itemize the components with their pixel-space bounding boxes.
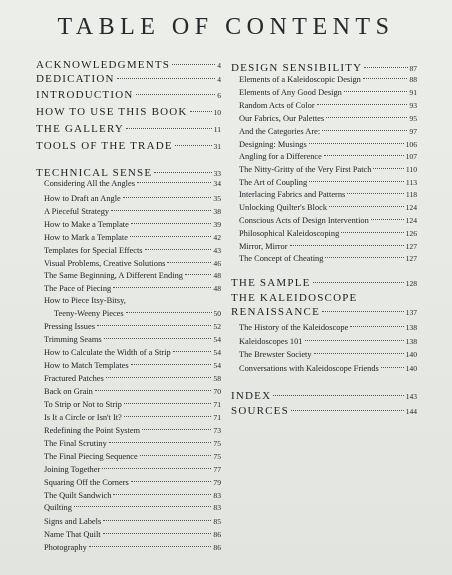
dot-leader bbox=[106, 377, 212, 378]
dot-leader bbox=[185, 274, 211, 275]
toc-entry-page: 31 bbox=[213, 142, 221, 151]
dot-leader bbox=[104, 338, 212, 339]
toc-entry-page: 83 bbox=[213, 503, 221, 512]
toc-entry bbox=[239, 216, 417, 225]
toc-entry-title: The Pace of Piecing bbox=[44, 284, 112, 293]
toc-entry-page: 86 bbox=[213, 543, 221, 552]
toc-entry bbox=[44, 179, 221, 188]
toc-entry bbox=[231, 306, 417, 318]
toc-entry-page: 140 bbox=[405, 364, 417, 373]
dot-leader bbox=[347, 193, 404, 194]
toc-entry-page: 140 bbox=[405, 350, 417, 359]
toc-entry-title: Random Acts of Color bbox=[239, 101, 315, 110]
toc-entry-title: The Quilt Sandwich bbox=[44, 491, 112, 500]
toc-entry-page: 97 bbox=[409, 127, 417, 136]
toc-entry-title: Quilting bbox=[44, 503, 72, 512]
dot-leader bbox=[309, 143, 404, 144]
toc-entry-page: 4 bbox=[217, 75, 221, 84]
toc-entry-page: 91 bbox=[409, 88, 417, 97]
toc-entry bbox=[44, 207, 221, 216]
dot-leader bbox=[103, 520, 211, 521]
toc-entry-page: 52 bbox=[213, 322, 221, 331]
toc-entry-page: 127 bbox=[405, 242, 417, 251]
toc-entry bbox=[36, 59, 221, 71]
toc-entry bbox=[44, 517, 221, 526]
toc-entry-page: 106 bbox=[405, 140, 417, 149]
toc-entry-title: How to Match Templates bbox=[44, 361, 129, 370]
dot-leader bbox=[154, 172, 211, 173]
dot-leader bbox=[95, 390, 212, 391]
dot-leader bbox=[363, 78, 408, 79]
toc-entry-page: 46 bbox=[213, 259, 221, 268]
toc-entry bbox=[44, 452, 221, 461]
toc-entry-page: 58 bbox=[213, 374, 221, 383]
dot-leader bbox=[172, 64, 215, 65]
dot-leader bbox=[350, 326, 403, 327]
toc-entry-page: 75 bbox=[213, 452, 221, 461]
dot-leader bbox=[102, 468, 211, 469]
toc-entry-page: 126 bbox=[405, 229, 417, 238]
dot-leader bbox=[326, 117, 407, 118]
toc-entry-page: 86 bbox=[213, 530, 221, 539]
dot-leader bbox=[305, 340, 404, 341]
toc-entry bbox=[239, 364, 417, 373]
toc-entry bbox=[44, 246, 221, 255]
toc-entry-page: 113 bbox=[405, 178, 417, 187]
toc-entry bbox=[239, 114, 417, 123]
toc-entry bbox=[44, 491, 221, 500]
dot-leader bbox=[124, 416, 212, 417]
dot-leader bbox=[313, 282, 404, 283]
toc-entry-title: Philosophical Kaleidoscoping bbox=[239, 229, 340, 238]
toc-entry-title: Photography bbox=[44, 543, 87, 552]
toc-entry-page: 43 bbox=[213, 246, 221, 255]
toc-entry bbox=[239, 229, 417, 238]
dot-leader bbox=[97, 325, 211, 326]
dot-leader bbox=[341, 232, 403, 233]
toc-entry bbox=[36, 123, 221, 135]
toc-entry-title: Kaleidoscopes 101 bbox=[239, 337, 303, 346]
toc-entry-page: 54 bbox=[213, 348, 221, 357]
toc-entry-title: HOW TO USE THIS BOOK bbox=[36, 106, 188, 118]
dot-leader bbox=[137, 182, 211, 183]
toc-entry-title: Name That Quilt bbox=[44, 530, 101, 539]
toc-entry-title: To Strip or Not to Strip bbox=[44, 400, 122, 409]
toc-entry-page: 34 bbox=[213, 179, 221, 188]
toc-entry bbox=[44, 387, 221, 396]
toc-entry bbox=[231, 292, 417, 304]
toc-entry bbox=[239, 75, 417, 84]
dot-leader bbox=[314, 353, 404, 354]
page-title: TABLE OF CONTENTS bbox=[57, 14, 395, 40]
toc-entry-title: And the Categories Are: bbox=[239, 127, 321, 136]
toc-entry-title: INDEX bbox=[231, 390, 272, 402]
toc-entry bbox=[44, 413, 221, 422]
toc-entry-page: 48 bbox=[213, 284, 221, 293]
dot-leader bbox=[190, 111, 212, 112]
toc-entry bbox=[36, 89, 221, 101]
toc-entry-page: 144 bbox=[405, 407, 417, 416]
toc-entry bbox=[239, 242, 417, 251]
toc-entry-title: Teeny-Weeny Pieces bbox=[54, 309, 124, 318]
toc-entry-page: 11 bbox=[213, 125, 221, 134]
toc-entry bbox=[44, 296, 221, 305]
toc-entry-title: DEDICATION bbox=[36, 73, 115, 85]
toc-entry-title: How to Draft an Angle bbox=[44, 194, 121, 203]
toc-entry-title: THE SAMPLE bbox=[231, 277, 311, 289]
toc-entry-title: Considering All the Angles bbox=[44, 179, 135, 188]
toc-entry-title: Templates for Special Effects bbox=[44, 246, 143, 255]
toc-entry-page: 107 bbox=[405, 152, 417, 161]
toc-entry-title: The Final Piecing Sequence bbox=[44, 452, 138, 461]
dot-leader bbox=[136, 94, 216, 95]
toc-entry bbox=[231, 277, 417, 289]
toc-entry bbox=[44, 220, 221, 229]
toc-entry-page: 118 bbox=[405, 190, 417, 199]
toc-entry-title: How to Calculate the Width of a Strip bbox=[44, 348, 171, 357]
toc-entry-title: RENAISSANCE bbox=[231, 306, 320, 318]
dot-leader bbox=[123, 197, 212, 198]
toc-entry-title: Pressing Issues bbox=[44, 322, 95, 331]
dot-leader bbox=[131, 223, 212, 224]
toc-entry-page: 38 bbox=[213, 207, 221, 216]
dot-leader bbox=[290, 245, 404, 246]
toc-entry-page: 79 bbox=[213, 478, 221, 487]
toc-entry bbox=[239, 140, 417, 149]
toc-entry-page: 4 bbox=[217, 61, 221, 70]
dot-leader bbox=[131, 481, 212, 482]
toc-entry bbox=[44, 426, 221, 435]
dot-leader bbox=[113, 494, 211, 495]
toc-entry bbox=[44, 271, 221, 280]
toc-entry bbox=[44, 335, 221, 344]
toc-entry-page: 77 bbox=[213, 465, 221, 474]
dot-leader bbox=[117, 78, 216, 79]
toc-entry bbox=[44, 348, 221, 357]
toc-entry-page: 71 bbox=[213, 413, 221, 422]
toc-entry-page: 128 bbox=[405, 279, 417, 288]
toc-entry-title: Visual Problems, Creative Solutions bbox=[44, 259, 166, 268]
dot-leader bbox=[309, 181, 404, 182]
dot-leader bbox=[74, 506, 211, 507]
toc-entry bbox=[44, 400, 221, 409]
dot-leader bbox=[167, 262, 211, 263]
toc-entry-title: A Pieceful Strategy bbox=[44, 207, 110, 216]
dot-leader bbox=[291, 410, 404, 411]
toc-entry-page: 143 bbox=[405, 392, 417, 401]
dot-leader bbox=[325, 257, 403, 258]
toc-entry bbox=[44, 322, 221, 331]
toc-entry-page: 138 bbox=[405, 337, 417, 346]
toc-entry bbox=[44, 284, 221, 293]
toc-entry-page: 35 bbox=[213, 194, 221, 203]
toc-entry-page: 124 bbox=[405, 203, 417, 212]
toc-entry-title: Signs and Labels bbox=[44, 517, 102, 526]
toc-entry-title: Redefining the Point System bbox=[44, 426, 141, 435]
toc-entry-title: Unlocking Quilter's Block bbox=[239, 203, 328, 212]
dot-leader bbox=[322, 311, 404, 312]
dot-leader bbox=[126, 312, 212, 313]
toc-entry bbox=[239, 337, 417, 346]
toc-entry-page: 50 bbox=[213, 309, 221, 318]
toc-entry-page: 137 bbox=[405, 308, 417, 317]
toc-entry-title: How to Mark a Template bbox=[44, 233, 128, 242]
toc-entry-title: SOURCES bbox=[231, 405, 289, 417]
toc-entry-title: TOOLS OF THE TRADE bbox=[36, 140, 173, 152]
toc-entry-title: The Same Beginning, A Different Ending bbox=[44, 271, 183, 280]
toc-entry-title: Elements of a Kaleidoscopic Design bbox=[239, 75, 361, 84]
toc-entry-page: 10 bbox=[213, 108, 221, 117]
toc-entry bbox=[44, 361, 221, 370]
toc-entry-title: THE GALLERY bbox=[36, 123, 125, 135]
toc-entry-page: 6 bbox=[217, 91, 221, 100]
toc-entry bbox=[231, 62, 417, 74]
toc-entry-page: 85 bbox=[213, 517, 221, 526]
toc-entry bbox=[44, 439, 221, 448]
toc-entry-title: INTRODUCTION bbox=[36, 89, 134, 101]
toc-entry bbox=[239, 190, 417, 199]
toc-entry bbox=[44, 374, 221, 383]
toc-entry bbox=[44, 465, 221, 474]
toc-entry-title: Angling for a Difference bbox=[239, 152, 322, 161]
dot-leader bbox=[142, 429, 211, 430]
toc-entry-title: The Brewster Society bbox=[239, 350, 312, 359]
toc-entry-title: The Art of Coupling bbox=[239, 178, 308, 187]
toc-entry bbox=[44, 543, 221, 552]
toc-entry-title: Elements of Any Good Design bbox=[239, 88, 342, 97]
toc-entry bbox=[239, 88, 417, 97]
toc-entry-title: Squaring Off the Corners bbox=[44, 478, 129, 487]
toc-entry-title: DESIGN SENSIBILITY bbox=[231, 62, 363, 74]
toc-entry-page: 33 bbox=[213, 169, 221, 178]
dot-leader bbox=[124, 403, 212, 404]
dot-leader bbox=[126, 128, 212, 129]
toc-entry-title: ACKNOWLEDGMENTS bbox=[36, 59, 171, 71]
dot-leader bbox=[89, 546, 212, 547]
dot-leader bbox=[324, 155, 404, 156]
toc-entry-title: Trimming Seams bbox=[44, 335, 102, 344]
dot-leader bbox=[173, 351, 212, 352]
toc-entry-title: Mirror, Mirror bbox=[239, 242, 288, 251]
toc-entry-page: 54 bbox=[213, 361, 221, 370]
toc-entry-title: The Concept of Cheating bbox=[239, 254, 324, 263]
toc-entry-page: 110 bbox=[405, 165, 417, 174]
toc-entry-page: 95 bbox=[409, 114, 417, 123]
toc-entry bbox=[44, 194, 221, 203]
toc-entry-title: Conversations with Kaleidoscope Friends bbox=[239, 364, 379, 373]
toc-entry bbox=[44, 233, 221, 242]
toc-entry bbox=[36, 167, 221, 179]
dot-leader bbox=[103, 533, 212, 534]
toc-entry-page: 39 bbox=[213, 220, 221, 229]
toc-entry bbox=[36, 73, 221, 85]
dot-leader bbox=[145, 249, 212, 250]
toc-entry bbox=[239, 323, 417, 332]
toc-entry bbox=[239, 350, 417, 359]
toc-entry-page: 93 bbox=[409, 101, 417, 110]
dot-leader bbox=[364, 67, 407, 68]
toc-entry-title: Back on Grain bbox=[44, 387, 93, 396]
toc-entry-title: The History of the Kaleidoscope bbox=[239, 323, 349, 332]
toc-entry-page: 83 bbox=[213, 491, 221, 500]
toc-entry-title: THE KALEIDOSCOPE bbox=[231, 292, 358, 304]
toc-entry-page: 71 bbox=[213, 400, 221, 409]
toc-entry bbox=[44, 478, 221, 487]
toc-entry-title: Conscious Acts of Design Intervention bbox=[239, 216, 369, 225]
toc-entry-page: 138 bbox=[405, 323, 417, 332]
dot-leader bbox=[109, 442, 212, 443]
dot-leader bbox=[111, 210, 211, 211]
toc-entry-title: Interlacing Fabrics and Patterns bbox=[239, 190, 346, 199]
toc-entry-title: Designing: Musings bbox=[239, 140, 307, 149]
dot-leader bbox=[140, 455, 212, 456]
toc-entry bbox=[231, 405, 417, 417]
toc-entry-title: TECHNICAL SENSE bbox=[36, 167, 153, 179]
toc-entry-page: 54 bbox=[213, 335, 221, 344]
toc-entry bbox=[44, 530, 221, 539]
dot-leader bbox=[329, 206, 404, 207]
toc-entry bbox=[36, 140, 221, 152]
toc-entry bbox=[239, 178, 417, 187]
toc-entry-page: 75 bbox=[213, 439, 221, 448]
toc-entry-title: The Final Scrutiny bbox=[44, 439, 107, 448]
toc-entry-page: 70 bbox=[213, 387, 221, 396]
dot-leader bbox=[113, 287, 211, 288]
toc-entry bbox=[231, 390, 417, 402]
dot-leader bbox=[317, 104, 408, 105]
toc-entry-page: 88 bbox=[409, 75, 417, 84]
toc-entry-page: 73 bbox=[213, 426, 221, 435]
toc-entry-title: How to Piece Itsy-Bitsy, bbox=[44, 296, 126, 305]
toc-entry bbox=[239, 152, 417, 161]
toc-entry bbox=[54, 309, 221, 318]
dot-leader bbox=[175, 145, 212, 146]
toc-entry bbox=[239, 101, 417, 110]
toc-entry bbox=[44, 503, 221, 512]
dot-leader bbox=[273, 395, 404, 396]
toc-entry-title: How to Make a Template bbox=[44, 220, 129, 229]
toc-entry-title: The Nitty-Gritty of the Very First Patch bbox=[239, 165, 372, 174]
toc-entry-page: 87 bbox=[409, 64, 417, 73]
dot-leader bbox=[381, 367, 404, 368]
dot-leader bbox=[373, 168, 403, 169]
toc-entry bbox=[239, 165, 417, 174]
toc-entry bbox=[36, 106, 221, 118]
toc-entry bbox=[239, 127, 417, 136]
dot-leader bbox=[131, 364, 212, 365]
toc-entry-page: 42 bbox=[213, 233, 221, 242]
dot-leader bbox=[344, 91, 408, 92]
dot-leader bbox=[130, 236, 211, 237]
dot-leader bbox=[322, 130, 407, 131]
toc-entry bbox=[44, 259, 221, 268]
toc-entry-page: 124 bbox=[405, 216, 417, 225]
toc-entry-title: Fractured Patches bbox=[44, 374, 104, 383]
toc-entry bbox=[239, 203, 417, 212]
toc-entry-title: Is It a Circle or Isn't It? bbox=[44, 413, 122, 422]
toc-entry-title: Joining Together bbox=[44, 465, 101, 474]
toc-entry-page: 48 bbox=[213, 271, 221, 280]
toc-entry-page: 127 bbox=[405, 254, 417, 263]
toc-entry bbox=[239, 254, 417, 263]
dot-leader bbox=[371, 219, 404, 220]
toc-entry-title: Our Fabrics, Our Palettes bbox=[239, 114, 325, 123]
